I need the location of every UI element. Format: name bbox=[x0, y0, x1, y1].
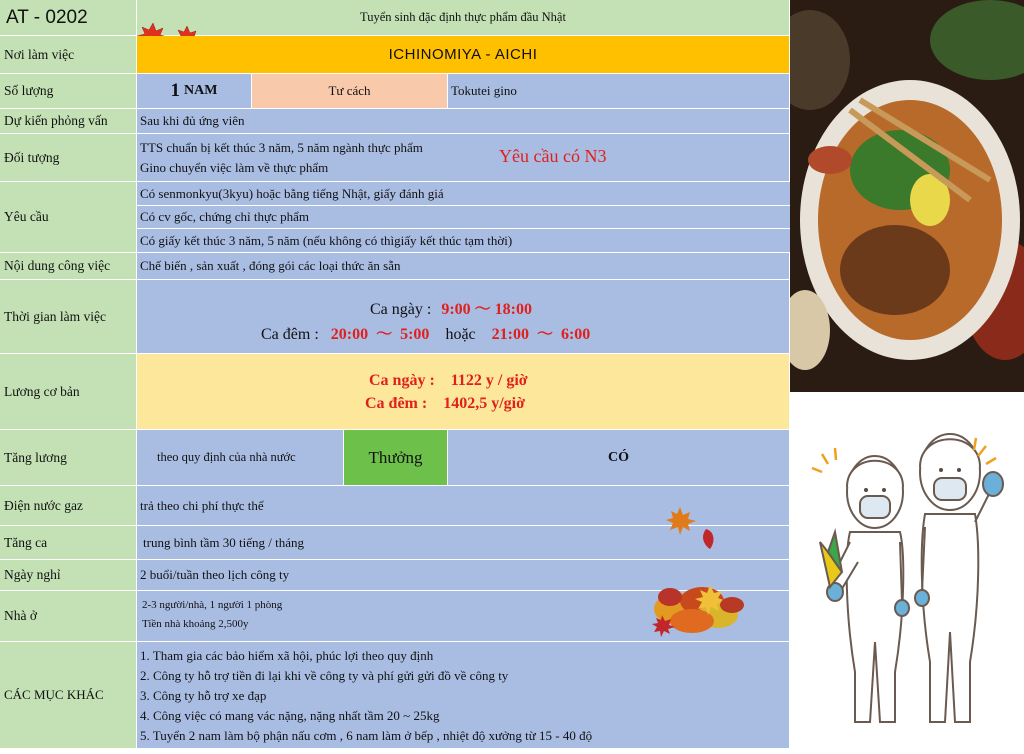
job-code bbox=[0, 0, 137, 36]
raise-value bbox=[137, 430, 344, 486]
target-note: Yêu cầu có N3 bbox=[499, 146, 607, 166]
hours-label bbox=[0, 280, 137, 354]
header-title-text: Tuyển sinh đặc định thực phẩm đầu Nhật bbox=[360, 10, 566, 24]
status-label bbox=[252, 74, 448, 109]
salary-night: Ca đêm : 1402,5 y/giờ bbox=[365, 395, 525, 412]
salary-label-text: Lương cơ bản bbox=[4, 383, 80, 399]
food-bowl-photo bbox=[790, 0, 1024, 392]
target-label bbox=[0, 134, 137, 182]
other-label-text: CÁC MỤC KHÁC bbox=[4, 687, 104, 702]
salary-day: Ca ngày : 1122 y / giờ bbox=[369, 372, 528, 389]
utilities-value-text: trả theo chi phí thực thế bbox=[140, 497, 264, 513]
night-shift-label: Ca đêm : bbox=[261, 326, 319, 343]
quantity-label-text: Số lượng bbox=[4, 83, 54, 98]
status-value bbox=[448, 74, 790, 109]
target-label-text: Đối tượng bbox=[4, 149, 60, 165]
housing-line-1: 2-3 người/nhà, 1 người 1 phòng bbox=[142, 599, 283, 611]
requirement-row bbox=[137, 206, 790, 229]
status-value-text: Tokutei gino bbox=[451, 83, 517, 98]
other-item: 3. Công ty hỗ trợ xe đạp bbox=[140, 688, 267, 703]
other-value bbox=[137, 642, 790, 749]
raise-label-text: Tăng lương bbox=[4, 449, 67, 465]
day-shift-time: 9:00 ～ 18:00 bbox=[441, 301, 532, 318]
holidays-label bbox=[0, 560, 137, 591]
other-item: 2. Công ty hỗ trợ tiền đi lại khi về công ty và phí gửi gửi đồ về công ty bbox=[140, 668, 509, 683]
other-label bbox=[0, 642, 137, 749]
utilities-label-text: Điện nước gaz bbox=[4, 497, 83, 513]
autumn-leaves-icon bbox=[640, 505, 752, 645]
bonus-value-text: CÓ bbox=[608, 449, 629, 465]
target-value bbox=[137, 134, 790, 182]
requirement-text-3: Có giấy kết thúc 3 năm, 5 năm (nếu không có thìgiấy kết thúc tạm thời) bbox=[140, 232, 513, 248]
workplace-value bbox=[137, 36, 790, 74]
requirement-row bbox=[137, 229, 790, 253]
salary-value bbox=[137, 354, 790, 430]
bonus-label bbox=[344, 430, 448, 486]
food-bowl-illustration bbox=[790, 0, 1024, 392]
other-item: 5. Tuyển 2 nam làm bộ phận nấu cơm , 6 nam làm ở bếp , nhiệt độ xưởng từ 15 - 40 độ bbox=[140, 728, 593, 743]
housing-label-text: Nhà ở bbox=[4, 608, 38, 623]
requirement-text-2: Có cv gốc, chứng chỉ thực phẩm bbox=[140, 209, 309, 224]
quantity-unit: NAM bbox=[184, 83, 218, 98]
bonus-value bbox=[448, 430, 790, 486]
raise-value-text: theo quy định của nhà nước bbox=[157, 450, 296, 464]
workplace-value-text: ICHINOMIYA - AICHI bbox=[388, 46, 538, 63]
interview-label-text: Dự kiến phỏng vấn bbox=[4, 113, 108, 128]
night-shift bbox=[261, 321, 590, 344]
night-shift-or: hoặc bbox=[445, 326, 476, 343]
overtime-value-text: trung bình tầm 30 tiếng / tháng bbox=[143, 534, 305, 550]
quantity-label bbox=[0, 74, 137, 109]
interview-label bbox=[0, 109, 137, 134]
raise-label bbox=[0, 430, 137, 486]
holidays-label-text: Ngày nghỉ bbox=[4, 567, 61, 582]
job-value bbox=[137, 253, 790, 280]
other-item: 4. Công việc có mang vác nặng, nặng nhất tầm 20 ~ 25kg bbox=[140, 708, 440, 723]
status-label-text: Tư cách bbox=[328, 83, 371, 98]
housing-label bbox=[0, 591, 137, 642]
requirement-text-1: Có senmonkyu(3kyu) hoặc bằng tiếng Nhật, giấy đánh giá bbox=[140, 185, 444, 201]
salary-label bbox=[0, 354, 137, 430]
header-title bbox=[137, 0, 790, 36]
food-worker-illustration bbox=[790, 392, 1024, 749]
other-item: 1. Tham gia các bảo hiểm xã hội, phúc lợi theo quy định bbox=[140, 648, 434, 663]
interview-value-text: Sau khi đủ ứng viên bbox=[140, 113, 245, 128]
job-label bbox=[0, 253, 137, 280]
job-code-text: AT - 0202 bbox=[6, 6, 88, 28]
hours-value bbox=[137, 280, 790, 354]
quantity-number: 1 bbox=[170, 80, 181, 101]
requirement-row bbox=[137, 182, 790, 206]
food-worker-drawing bbox=[790, 392, 1024, 749]
night-shift-time-2: 21:00 ～ 6:00 bbox=[491, 326, 591, 343]
workplace-label bbox=[0, 36, 137, 74]
job-value-text: Chế biến , sản xuất , đóng gói các loại thức ăn sẵn bbox=[140, 258, 401, 273]
hours-label-text: Thời gian làm việc bbox=[4, 308, 106, 324]
holidays-value-text: 2 buổi/tuần theo lịch công ty bbox=[140, 567, 290, 582]
requirements-label bbox=[0, 182, 137, 253]
bonus-label-text: Thưởng bbox=[368, 447, 423, 467]
requirements-label-text: Yêu cầu bbox=[4, 209, 49, 224]
target-line-1: TTS chuẩn bị kết thúc 3 năm, 5 năm ngành thực phẩm bbox=[140, 140, 423, 155]
interview-value bbox=[137, 109, 790, 134]
day-shift bbox=[370, 296, 532, 319]
night-shift-time-1: 20:00 ～ 5:00 bbox=[330, 326, 430, 343]
overtime-label bbox=[0, 526, 137, 560]
job-label-text: Nội dung công việc bbox=[4, 258, 111, 273]
quantity-value bbox=[137, 74, 252, 109]
workplace-label-text: Nơi làm việc bbox=[4, 46, 75, 62]
day-shift-label: Ca ngày : bbox=[370, 301, 432, 318]
utilities-label bbox=[0, 486, 137, 526]
overtime-label-text: Tăng ca bbox=[4, 534, 48, 550]
housing-line-2: Tiền nhà khoảng 2,500y bbox=[142, 618, 249, 630]
target-line-2: Gino chuyển việc làm về thực phẩm bbox=[140, 160, 329, 175]
